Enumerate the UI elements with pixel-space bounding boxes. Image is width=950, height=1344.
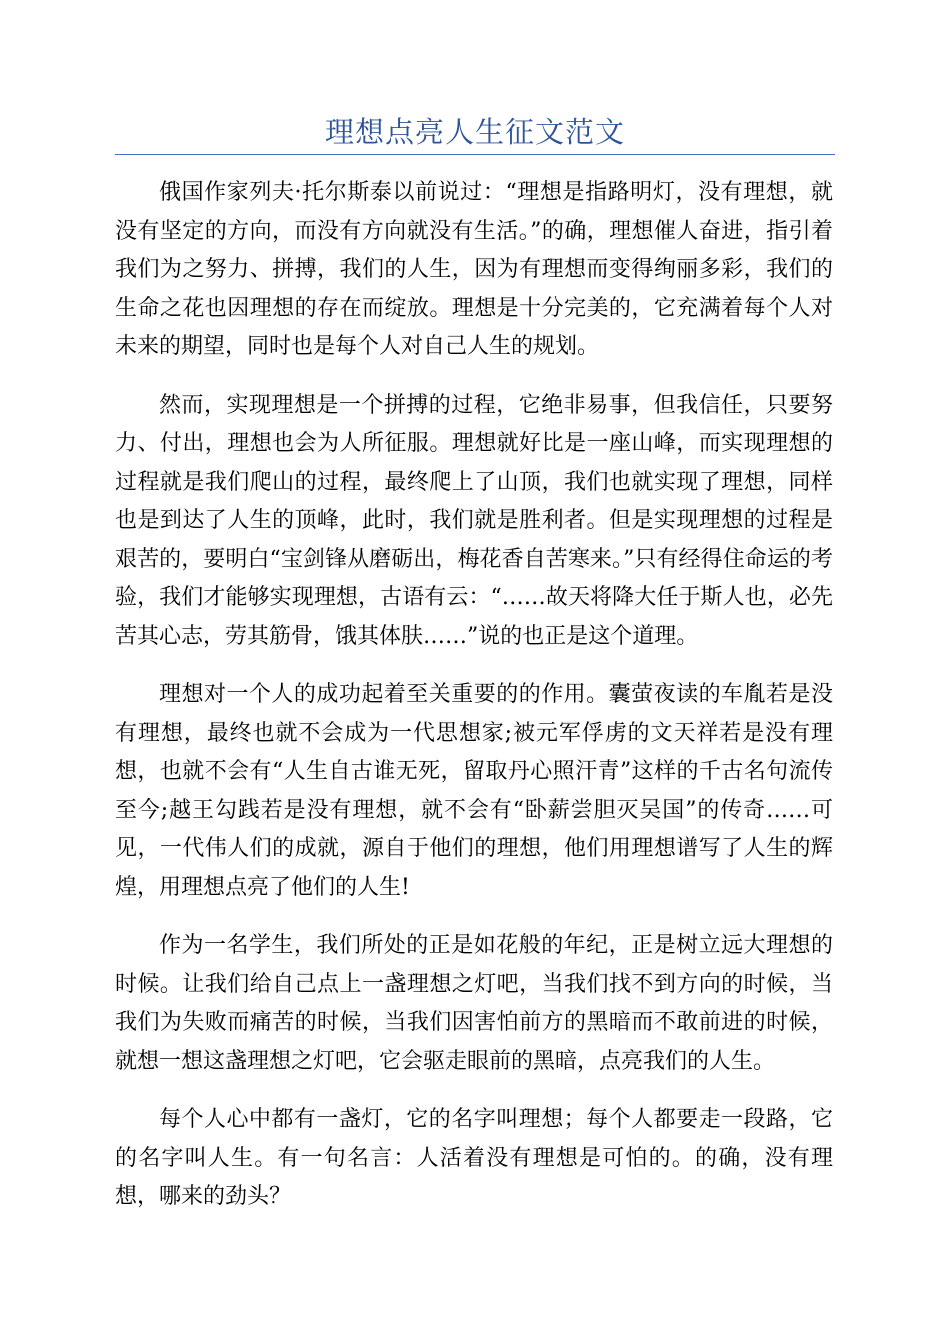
paragraph-4: 作为一名学生，我们所处的正是如花般的年纪，正是树立远大理想的时候。让我们给自己点上一盏理想之灯吧，当我们找不到方向的时候，当我们为失败而痛苦的时候，当我们因害怕前方的黑暗而不敢前进的时候，就想一想这盏理想之灯吧，它会驱走眼前的黑暗，点亮我们的人生。 [115, 933, 833, 1074]
title-underline [115, 154, 835, 155]
paragraph-1: 俄国作家列夫·托尔斯泰以前说过：“理想是指路明灯，没有理想，就没有坚定的方向，而没有方向就没有生活。”的确，理想催人奋进，指引着我们为之努力、拼搏，我们的人生，因为有理想而变得绚丽多彩，我们的生命之花也因理想的存在而绽放。理想是十分完美的，它充满着每个人对未来的期望，同时也是每个人对自己人生的规划。 [115, 180, 833, 359]
paragraph-5: 每个人心中都有一盏灯，它的名字叫理想；每个人都要走一段路，它的名字叫人生。有一句名言：人活着没有理想是可怕的。的确，没有理想，哪来的劲头？ [115, 1107, 833, 1209]
document-body [115, 174, 833, 1237]
paragraph-2: 然而，实现理想是一个拼搏的过程，它绝非易事，但我信任，只要努力、付出，理想也会为人所征服。理想就好比是一座山峰，而实现理想的过程就是我们爬山的过程，最终爬上了山顶，我们也就实现了理想，同样也是到达了人生的顶峰，此时，我们就是胜利者。但是实现理想的过程是艰苦的，要明白“宝剑锋从磨砺出，梅花香自苦寒来。”只有经得住命运的考验，我们才能够实现理想，古语有云：“……故天将降大任于斯人也，必先苦其心志，劳其筋骨，饿其体肤……”说的也正是这个道理。 [115, 392, 833, 649]
paragraph-3: 理想对一个人的成功起着至关重要的的作用。囊萤夜读的车胤若是没有理想，最终也就不会成为一代思想家;被元军俘虏的文天祥若是没有理想，也就不会有“人生自古谁无死，留取丹心照汗青”这样的千古名句流传至今;越王勾践若是没有理想，就不会有“卧薪尝胆灭吴国”的传奇……可见，一代伟人们的成就，源自于他们的理想，他们用理想谱写了人生的辉煌，用理想点亮了他们的人生! [115, 682, 833, 900]
document-title: 理想点亮人生征文范文 [324, 115, 625, 149]
